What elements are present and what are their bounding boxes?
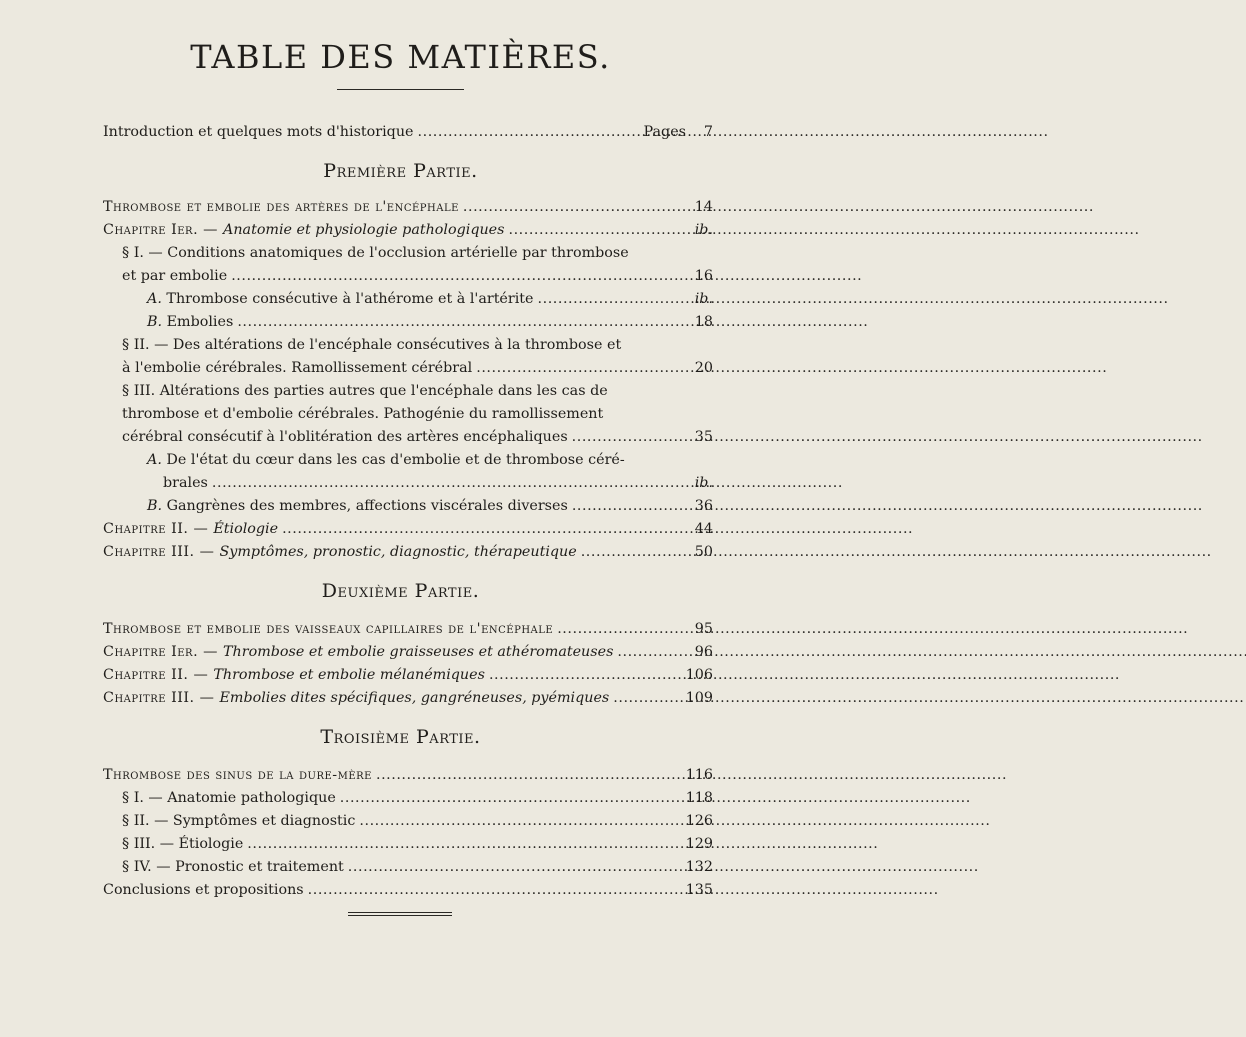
toc-entry[interactable] bbox=[103, 664, 713, 686]
toc-entry[interactable] bbox=[103, 196, 713, 218]
toc-entry[interactable] bbox=[103, 618, 713, 640]
page-number: 95 bbox=[694, 621, 713, 637]
toc-entry-label: Gangrènes des membres, affections viscérales diverses bbox=[162, 498, 568, 514]
leader-dots bbox=[538, 288, 683, 310]
toc-entry-label: Embolies dites spécifiques, gangréneuses, pyémiques bbox=[219, 690, 610, 706]
page-number: 50 bbox=[694, 544, 713, 560]
toc-entry-label: § III. — Étiologie bbox=[122, 836, 244, 852]
page-number: ib. bbox=[694, 475, 713, 491]
leader-dots bbox=[463, 196, 683, 218]
part-heading-1: Première Partie. bbox=[323, 160, 478, 182]
toc-entry[interactable] bbox=[103, 518, 713, 540]
page-number: 36 bbox=[694, 498, 713, 514]
page-number: 16 bbox=[694, 268, 713, 284]
page-number: 106 bbox=[685, 667, 713, 683]
chapter-label: Chapitre Ier. — bbox=[103, 222, 224, 238]
leader-dots bbox=[476, 357, 683, 379]
leader-dots bbox=[617, 641, 683, 663]
subsection-letter: B. bbox=[147, 314, 163, 330]
toc-entry[interactable] bbox=[122, 787, 713, 809]
toc-entry-label: et par embolie bbox=[122, 268, 228, 284]
leader-dots bbox=[572, 426, 683, 448]
toc-entry-label: Embolies bbox=[162, 314, 234, 330]
part-heading-2: Deuxième Partie. bbox=[321, 580, 480, 602]
toc-entry[interactable] bbox=[122, 856, 713, 878]
page-number: 118 bbox=[685, 790, 713, 806]
page-number: 44 bbox=[694, 521, 713, 537]
part-heading-3: Troisième Partie. bbox=[320, 726, 481, 748]
toc-entry-label: Thrombose consécutive à l'athérome et à l'artérite bbox=[161, 291, 534, 307]
toc-entry-line: § I. — Conditions anatomiques de l'occlusion artérielle par thrombose bbox=[122, 245, 629, 261]
chapter-label: Chapitre III. — bbox=[103, 690, 220, 706]
page-number: 135 bbox=[685, 882, 713, 898]
chapter-label: Chapitre III. — bbox=[103, 544, 220, 560]
toc-entry[interactable] bbox=[122, 357, 713, 379]
page-title: TABLE DES MATIÈRES. bbox=[190, 38, 611, 76]
toc-entry-label: Étiologie bbox=[213, 521, 279, 537]
toc-entry[interactable] bbox=[122, 426, 713, 448]
page-number: 132 bbox=[685, 859, 713, 875]
toc-entry-line: thrombose et d'embolie cérébrales. Pathogénie du ramollissement bbox=[122, 406, 604, 422]
page-number: 18 bbox=[694, 314, 713, 330]
leader-dots bbox=[308, 879, 682, 901]
toc-entry-label: § IV. — Pronostic et traitement bbox=[122, 859, 344, 875]
toc-entry-label: Thrombose et embolie des artères de l'encéphale bbox=[103, 199, 459, 215]
toc-entry[interactable] bbox=[103, 641, 713, 663]
leader-dots bbox=[572, 495, 683, 517]
toc-entry-label: Thrombose et embolie graisseuses et athéromateuses bbox=[223, 644, 614, 660]
toc-entry-line: § II. — Des altérations de l'encéphale consécutives à la thrombose et bbox=[122, 337, 622, 353]
toc-entry-label: De l'état du cœur dans les cas d'embolie et de thrombose céré- bbox=[161, 452, 625, 468]
page-number: ib. bbox=[694, 291, 713, 307]
leader-dots bbox=[418, 121, 640, 143]
leader-dots bbox=[247, 833, 681, 855]
toc-entry-label: Introduction et quelques mots d'historique bbox=[103, 124, 414, 140]
subsection-letter: A. bbox=[147, 291, 162, 307]
page-number: 126 bbox=[685, 813, 713, 829]
toc-entry-introduction-page bbox=[686, 121, 713, 143]
leader-dots bbox=[340, 787, 682, 809]
leader-dots bbox=[348, 856, 682, 878]
toc-entry[interactable] bbox=[147, 495, 713, 517]
toc-entry[interactable] bbox=[122, 810, 713, 832]
leader-dots bbox=[613, 687, 681, 709]
toc-entry[interactable] bbox=[103, 879, 713, 901]
leader-dots bbox=[237, 311, 683, 333]
toc-entry[interactable] bbox=[103, 541, 713, 563]
toc-entry-label: Symptômes, pronostic, diagnostic, thérapeutique bbox=[219, 544, 577, 560]
toc-entry-label: § I. — Anatomie pathologique bbox=[122, 790, 336, 806]
closing-rule bbox=[348, 912, 452, 913]
page-number: 129 bbox=[685, 836, 713, 852]
toc-entry[interactable] bbox=[103, 687, 713, 709]
subsection-letter: B. bbox=[147, 498, 163, 514]
chapter-label: Chapitre Ier. — bbox=[103, 644, 224, 660]
toc-entry-introduction[interactable] bbox=[103, 121, 686, 143]
leader-dots bbox=[212, 472, 683, 494]
page-number: 14 bbox=[694, 199, 713, 215]
toc-entry-label: Thrombose des sinus de la dure-mère bbox=[103, 767, 372, 783]
title-divider bbox=[337, 89, 464, 90]
toc-entry-line bbox=[147, 449, 625, 471]
toc-entry[interactable] bbox=[103, 219, 713, 241]
toc-entry-line: § III. Altérations des parties autres que l'encéphale dans les cas de bbox=[122, 383, 608, 399]
page-number: 20 bbox=[694, 360, 713, 376]
toc-entry[interactable] bbox=[147, 311, 713, 333]
page-number: 96 bbox=[694, 644, 713, 660]
closing-rule bbox=[348, 915, 452, 916]
toc-entry-label: Conclusions et propositions bbox=[103, 882, 304, 898]
toc-entry-label: brales bbox=[163, 475, 208, 491]
leader-dots bbox=[557, 618, 683, 640]
page-number: 109 bbox=[685, 690, 713, 706]
page-number: 116 bbox=[685, 767, 713, 783]
leader-dots bbox=[282, 518, 683, 540]
toc-entry[interactable] bbox=[122, 833, 713, 855]
leader-dots bbox=[508, 219, 683, 241]
toc-entry-label: § II. — Symptômes et diagnostic bbox=[122, 813, 356, 829]
toc-entry-label: Thrombose et embolie des vaisseaux capillaires de l'encéphale bbox=[103, 621, 554, 637]
page-number: 35 bbox=[694, 429, 713, 445]
toc-entry[interactable] bbox=[147, 288, 713, 310]
toc-entry[interactable] bbox=[122, 265, 713, 287]
page-number: 7 bbox=[703, 124, 713, 140]
pages-label: Pages bbox=[643, 124, 686, 140]
page-number: ib. bbox=[694, 222, 713, 238]
toc-entry-label: cérébral consécutif à l'oblitération des artères encéphaliques bbox=[122, 429, 568, 445]
leader-dots bbox=[359, 810, 681, 832]
chapter-label: Chapitre II. — bbox=[103, 521, 214, 537]
leader-dots bbox=[231, 265, 683, 287]
toc-entry-label: à l'embolie cérébrales. Ramollissement cérébral bbox=[122, 360, 473, 376]
toc-entry[interactable] bbox=[103, 764, 713, 786]
toc-entry-label: Thrombose et embolie mélanémiques bbox=[213, 667, 485, 683]
leader-dots bbox=[376, 764, 682, 786]
subsection-letter: A. bbox=[147, 452, 162, 468]
toc-entry[interactable] bbox=[163, 472, 713, 494]
toc-entry-label: Anatomie et physiologie pathologiques bbox=[223, 222, 505, 238]
leader-dots bbox=[489, 664, 682, 686]
chapter-label: Chapitre II. — bbox=[103, 667, 214, 683]
leader-dots bbox=[581, 541, 683, 563]
